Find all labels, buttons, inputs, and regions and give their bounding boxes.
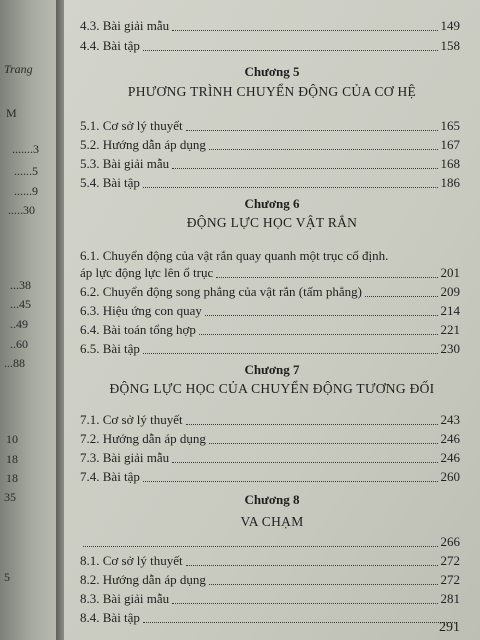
chapter-title: VA CHẠM — [240, 514, 304, 529]
page-number: 291 — [439, 620, 460, 635]
chapter-heading: Chương 5 — [244, 64, 300, 79]
toc-entry: 5.1. Cơ sở lý thuyết 165 — [80, 118, 460, 133]
left-page-edge — [0, 0, 56, 640]
toc-entry: 7.2. Hướng dẫn áp dụng 246 — [80, 431, 460, 446]
left-page-fragment: ..49 — [10, 317, 28, 331]
chapter-heading: Chương 6 — [244, 196, 300, 211]
left-page-fragment: .......3 — [12, 142, 39, 156]
toc-entry: 5.2. Hướng dẫn áp dụng 167 — [80, 137, 460, 152]
chapter-title: ĐỘNG LỰC HỌC VẬT RẮN — [186, 215, 358, 230]
left-page-fragment: ...38 — [10, 278, 31, 292]
toc-entry: 4.3. Bài giải mẫu 149 — [80, 18, 460, 33]
toc-entry: 7.3. Bài giải mẫu 246 — [80, 450, 460, 465]
left-page-fragment: ......9 — [14, 184, 38, 198]
toc-entry: 5.3. Bài giải mẫu 168 — [80, 156, 460, 171]
left-page-fragment: .....30 — [8, 203, 35, 217]
left-page-fragment: ......5 — [14, 164, 38, 178]
toc-entry: 7.1. Cơ sở lý thuyết 243 — [80, 412, 460, 427]
toc-entry: 8.4. Bài tập — [80, 610, 460, 626]
chapter-title: ĐỘNG LỰC HỌC CỦA CHUYỂN ĐỘNG TƯƠNG ĐỐI — [109, 381, 435, 396]
left-page-fragment: Trang — [4, 62, 33, 76]
left-page-fragment: ...88 — [4, 356, 25, 370]
left-page-fragment: 10 — [6, 432, 18, 446]
toc-entry: áp lực động lực lên ổ trục 201 — [80, 265, 460, 280]
left-page-fragment: 18 — [6, 452, 18, 466]
toc-entry: 6.2. Chuyển động song phẳng của vật rắn (tấm phẳng) 209 — [80, 284, 460, 299]
toc-entry: 8.1. Cơ sở lý thuyết 272 — [80, 553, 460, 568]
left-page-fragment: 35 — [4, 490, 16, 504]
toc-entry: 6.4. Bài toán tổng hợp 221 — [80, 322, 460, 337]
toc-entry: 7.4. Bài tập 260 — [80, 469, 460, 484]
toc-entry: 8.2. Hướng dẫn áp dụng 272 — [80, 572, 460, 587]
left-page-fragment: 5 — [4, 570, 10, 584]
chapter-heading: Chương 7 — [244, 362, 300, 377]
left-page-fragment: M — [6, 106, 17, 120]
left-page-fragment: ...45 — [10, 297, 31, 311]
toc-entry-line: 6.1. Chuyển động của vật rắn quay quanh một trục cố định. — [80, 248, 389, 263]
left-page-fragment: ..60 — [10, 337, 28, 351]
chapter-heading: Chương 8 — [244, 492, 300, 507]
toc-entry: 5.4. Bài tập 186 — [80, 175, 460, 190]
toc-entry: 266 — [80, 534, 460, 550]
chapter-title: PHƯƠNG TRÌNH CHUYỂN ĐỘNG CỦA CƠ HỆ — [127, 84, 417, 99]
toc-entry: 4.4. Bài tập 158 — [80, 38, 460, 53]
left-page-fragment: 18 — [6, 471, 18, 485]
toc-entry: 8.3. Bài giải mẫu 281 — [80, 591, 460, 606]
toc-entry: 6.3. Hiệu ứng con quay 214 — [80, 303, 460, 318]
book-gutter — [56, 0, 64, 640]
toc-entry: 6.5. Bài tập 230 — [80, 341, 460, 356]
toc-page — [64, 0, 480, 640]
